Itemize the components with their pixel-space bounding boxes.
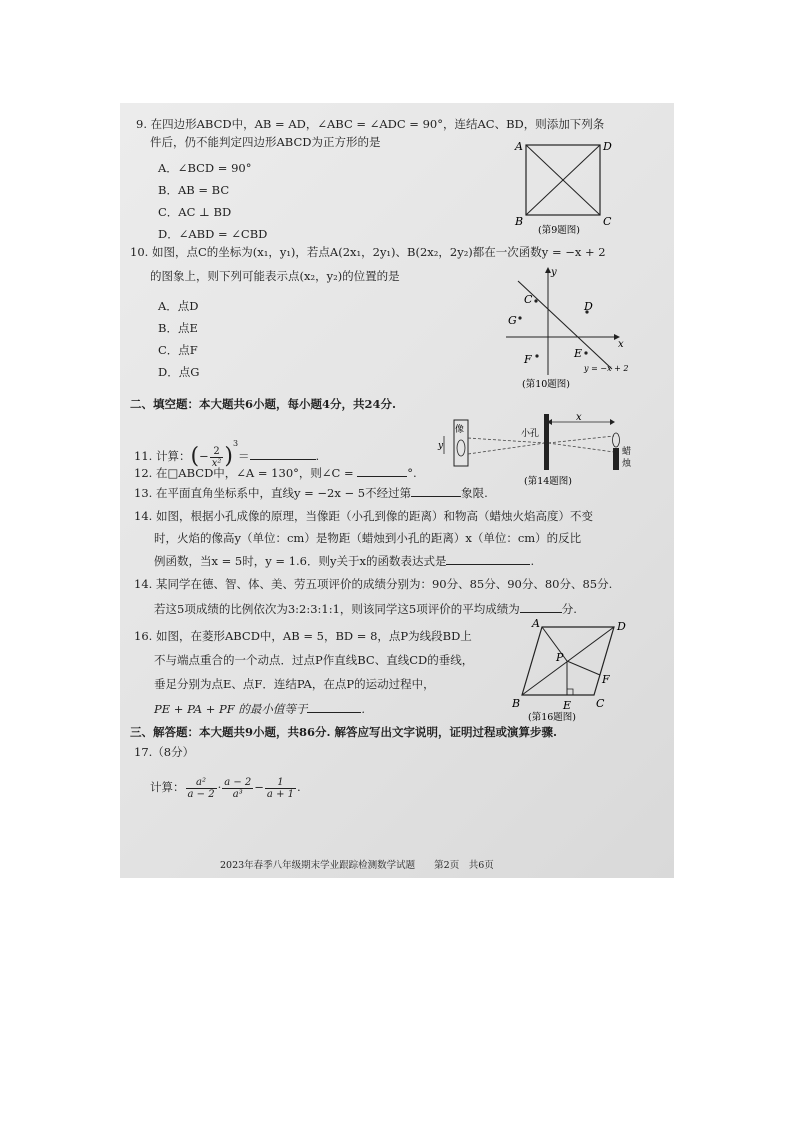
q16-label-d: D <box>617 620 626 633</box>
q16-line1: 16. 如图，在菱形ABCD中，AB = 5，BD = 8，点P为线段BD上 <box>134 629 472 643</box>
q9-option-a: A．∠BCD = 90° <box>158 161 252 175</box>
q14-y-label: y <box>438 441 444 451</box>
section2-heading: 二、填空题：本大题共6小题，每小题4分，共24分. <box>130 397 397 411</box>
q12-line <box>134 465 417 480</box>
q17-heading: 17.（8分） <box>134 745 195 759</box>
q14-line2: 时，火焰的像高y（单位：cm）是物距（蜡烛到小孔的距离）x（单位：cm）的反比 <box>154 531 582 545</box>
q17-fraction-1 <box>186 777 217 800</box>
q17-fraction-2-num: a − 2 <box>224 776 252 788</box>
q16-line4 <box>154 701 365 716</box>
q13-suffix: 象限. <box>461 486 488 500</box>
q9-stem-line2: 件后，仍不能判定四边形ABCD为正方形的是 <box>150 135 381 149</box>
q10-option-c: C．点F <box>158 343 198 357</box>
q11-right-paren: ) <box>224 444 233 469</box>
q14-x-arrow-right <box>610 419 615 425</box>
q14-hole-label: 小孔 <box>521 429 540 439</box>
q16-line3: 垂足分别为点E、点F．连结PA，在点P的运动过程中， <box>154 677 435 691</box>
q16-rhombus-figure <box>512 617 636 723</box>
q17-expression <box>150 767 301 807</box>
q10-label-c: C <box>524 293 533 306</box>
q14-candle-flame <box>613 433 620 447</box>
q10-caption: (第10题图) <box>522 379 571 390</box>
q14-candle <box>613 448 619 470</box>
q15-line1: 14. 某同学在德、智、体、美、劳五项评价的成绩分别为：90分、85分、90分、80分、85分. <box>134 577 613 591</box>
q17-fraction-3-den: a + 1 <box>266 788 294 800</box>
q14-ray-bottom <box>468 443 545 454</box>
q11-prefix: 11. 计算： <box>134 449 191 463</box>
q12-text: 12. 在□ABCD中，∠A = 130°，则∠C = <box>134 466 358 480</box>
q14-caption: (第14题图) <box>524 476 573 487</box>
q16-suffix: . <box>361 702 366 716</box>
q12-answer-blank <box>357 465 407 477</box>
q10-point-e <box>584 351 587 354</box>
q16-label-b: B <box>512 697 521 710</box>
q16-label-c: C <box>596 697 605 710</box>
q17-fraction-2 <box>222 777 253 800</box>
q16-label-f: F <box>602 673 610 686</box>
q16-segment-pf <box>567 661 600 675</box>
q17-fraction-1-num: a² <box>186 777 217 789</box>
q10-axis-y-label: y <box>551 267 557 278</box>
q9-option-b: B．AB = BC <box>158 183 230 197</box>
q9-option-d: D．∠ABD = ∠CBD <box>158 227 268 241</box>
q16-label-e: E <box>563 699 572 712</box>
q17-fraction-1-den: a − 2 <box>187 788 215 800</box>
q11-answer-blank <box>250 448 316 460</box>
q10-label-g: G <box>508 314 517 327</box>
q10-label-e: E <box>574 347 583 360</box>
q11-minus: − <box>199 449 209 463</box>
page-footer: 2023年春季八年级期末学业跟踪检测数学试题 第2页 共6页 <box>220 860 494 871</box>
q14-pinhole-figure <box>428 408 648 488</box>
q10-line-label: y = −x + 2 <box>584 364 629 373</box>
q13-answer-blank <box>411 485 461 497</box>
q10-option-a: A．点D <box>158 299 199 313</box>
q14-image-label: 像 <box>455 425 465 435</box>
q10-point-f <box>535 354 538 357</box>
q14-line3-text: 例函数，当x = 5时，y = 1.6．则y关于x的函数表达式是 <box>154 554 447 568</box>
q14-candle-label-1: 蜡 <box>622 447 632 457</box>
q16-caption: (第16题图) <box>528 712 577 723</box>
q15-answer-blank <box>520 601 562 613</box>
q17-end: . <box>296 780 301 794</box>
q17-fraction-2-den: a³ <box>232 788 243 800</box>
q11-exponent: 3 <box>232 439 239 448</box>
q14-line3 <box>154 553 534 568</box>
q10-point-g <box>518 316 521 319</box>
q14-image-flame <box>457 440 465 456</box>
q11-left-paren: ( <box>190 444 200 469</box>
q16-line2: 不与端点重合的一个动点．过点P作直线BC、直线CD的垂线， <box>154 653 474 667</box>
q10-stem-line1: 10. 如图，点C的坐标为(x₁，y₁)，若点A(2x₁，2y₁)、B(2x₂，2y₂)都在一次函数y = −x + 2 <box>130 245 606 259</box>
q10-label-d: D <box>584 300 593 313</box>
q14-ray-bottom-right <box>548 443 614 452</box>
q9-option-c: C．AC ⊥ BD <box>158 205 232 219</box>
q17-fraction-3-num: 1 <box>265 777 296 789</box>
q14-answer-blank <box>446 553 530 565</box>
q10-axis-x-label: x <box>618 339 624 350</box>
q17-dot: · <box>217 780 222 794</box>
q10-point-c <box>534 299 537 302</box>
q16-label-p: P <box>556 651 564 664</box>
q11-equals: ＝ <box>238 449 250 463</box>
q10-label-f: F <box>524 353 532 366</box>
section3-heading: 三、解答题：本大题共9小题，共86分. 解答应写出文字说明，证明过程或演算步骤. <box>130 725 558 739</box>
q16-label-a: A <box>532 617 540 630</box>
q13-line <box>134 485 488 500</box>
q13-text: 13. 在平面直角坐标系中，直线y = −2x − 5不经过第 <box>134 486 412 500</box>
q14-suffix: . <box>530 554 535 568</box>
q11-denominator: x² <box>211 457 222 469</box>
q11-line: 11. 计算：(− $\frac{2}{\text{x²}}$ )$^3$＝ . <box>134 439 320 469</box>
q14-candle-label-2: 烛 <box>622 459 632 469</box>
q12-suffix: °. <box>407 466 417 480</box>
q9-label-b: B <box>515 215 524 228</box>
q14-x-label: x <box>576 412 582 423</box>
exam-page <box>120 103 674 878</box>
q11-numerator: 2 <box>210 446 224 458</box>
q16-line4-text: PE + PA + PF 的最小值等于 <box>154 702 308 716</box>
q9-stem-line1: 9. 在四边形ABCD中，AB = AD，∠ABC = ∠ADC = 90°，连结AC、BD，则添加下列条 <box>136 117 605 131</box>
q17-prefix: 计算： <box>150 780 185 794</box>
q10-option-d: D．点G <box>158 365 200 379</box>
q9-label-a: A <box>515 140 523 153</box>
q16-right-angle-e <box>567 689 573 695</box>
q16-answer-blank <box>307 701 361 713</box>
q9-caption: (第9题图) <box>538 225 580 236</box>
q17-fraction-3 <box>265 777 296 800</box>
q14-ray-top-right <box>548 436 614 443</box>
q15-line2-text: 若这5项成绩的比例依次为3:2:3:1:1，则该同学这5项评价的平均成绩为 <box>154 602 520 616</box>
q9-square-figure <box>512 137 622 237</box>
q10-coordinate-figure <box>502 263 632 391</box>
q10-option-b: B．点E <box>158 321 198 335</box>
q10-stem-line2: 的图象上，则下列可能表示点(x₂，y₂)的位置的是 <box>150 269 400 283</box>
q15-line2 <box>154 601 577 616</box>
q14-line1: 14. 如图，根据小孔成像的原理，当像距（小孔到像的距离）和物高（蜡烛火焰高度）不变 <box>134 509 593 523</box>
q15-suffix: 分. <box>561 602 577 616</box>
q9-label-c: C <box>603 215 612 228</box>
q9-label-d: D <box>603 140 612 153</box>
q17-minus: − <box>254 780 264 794</box>
